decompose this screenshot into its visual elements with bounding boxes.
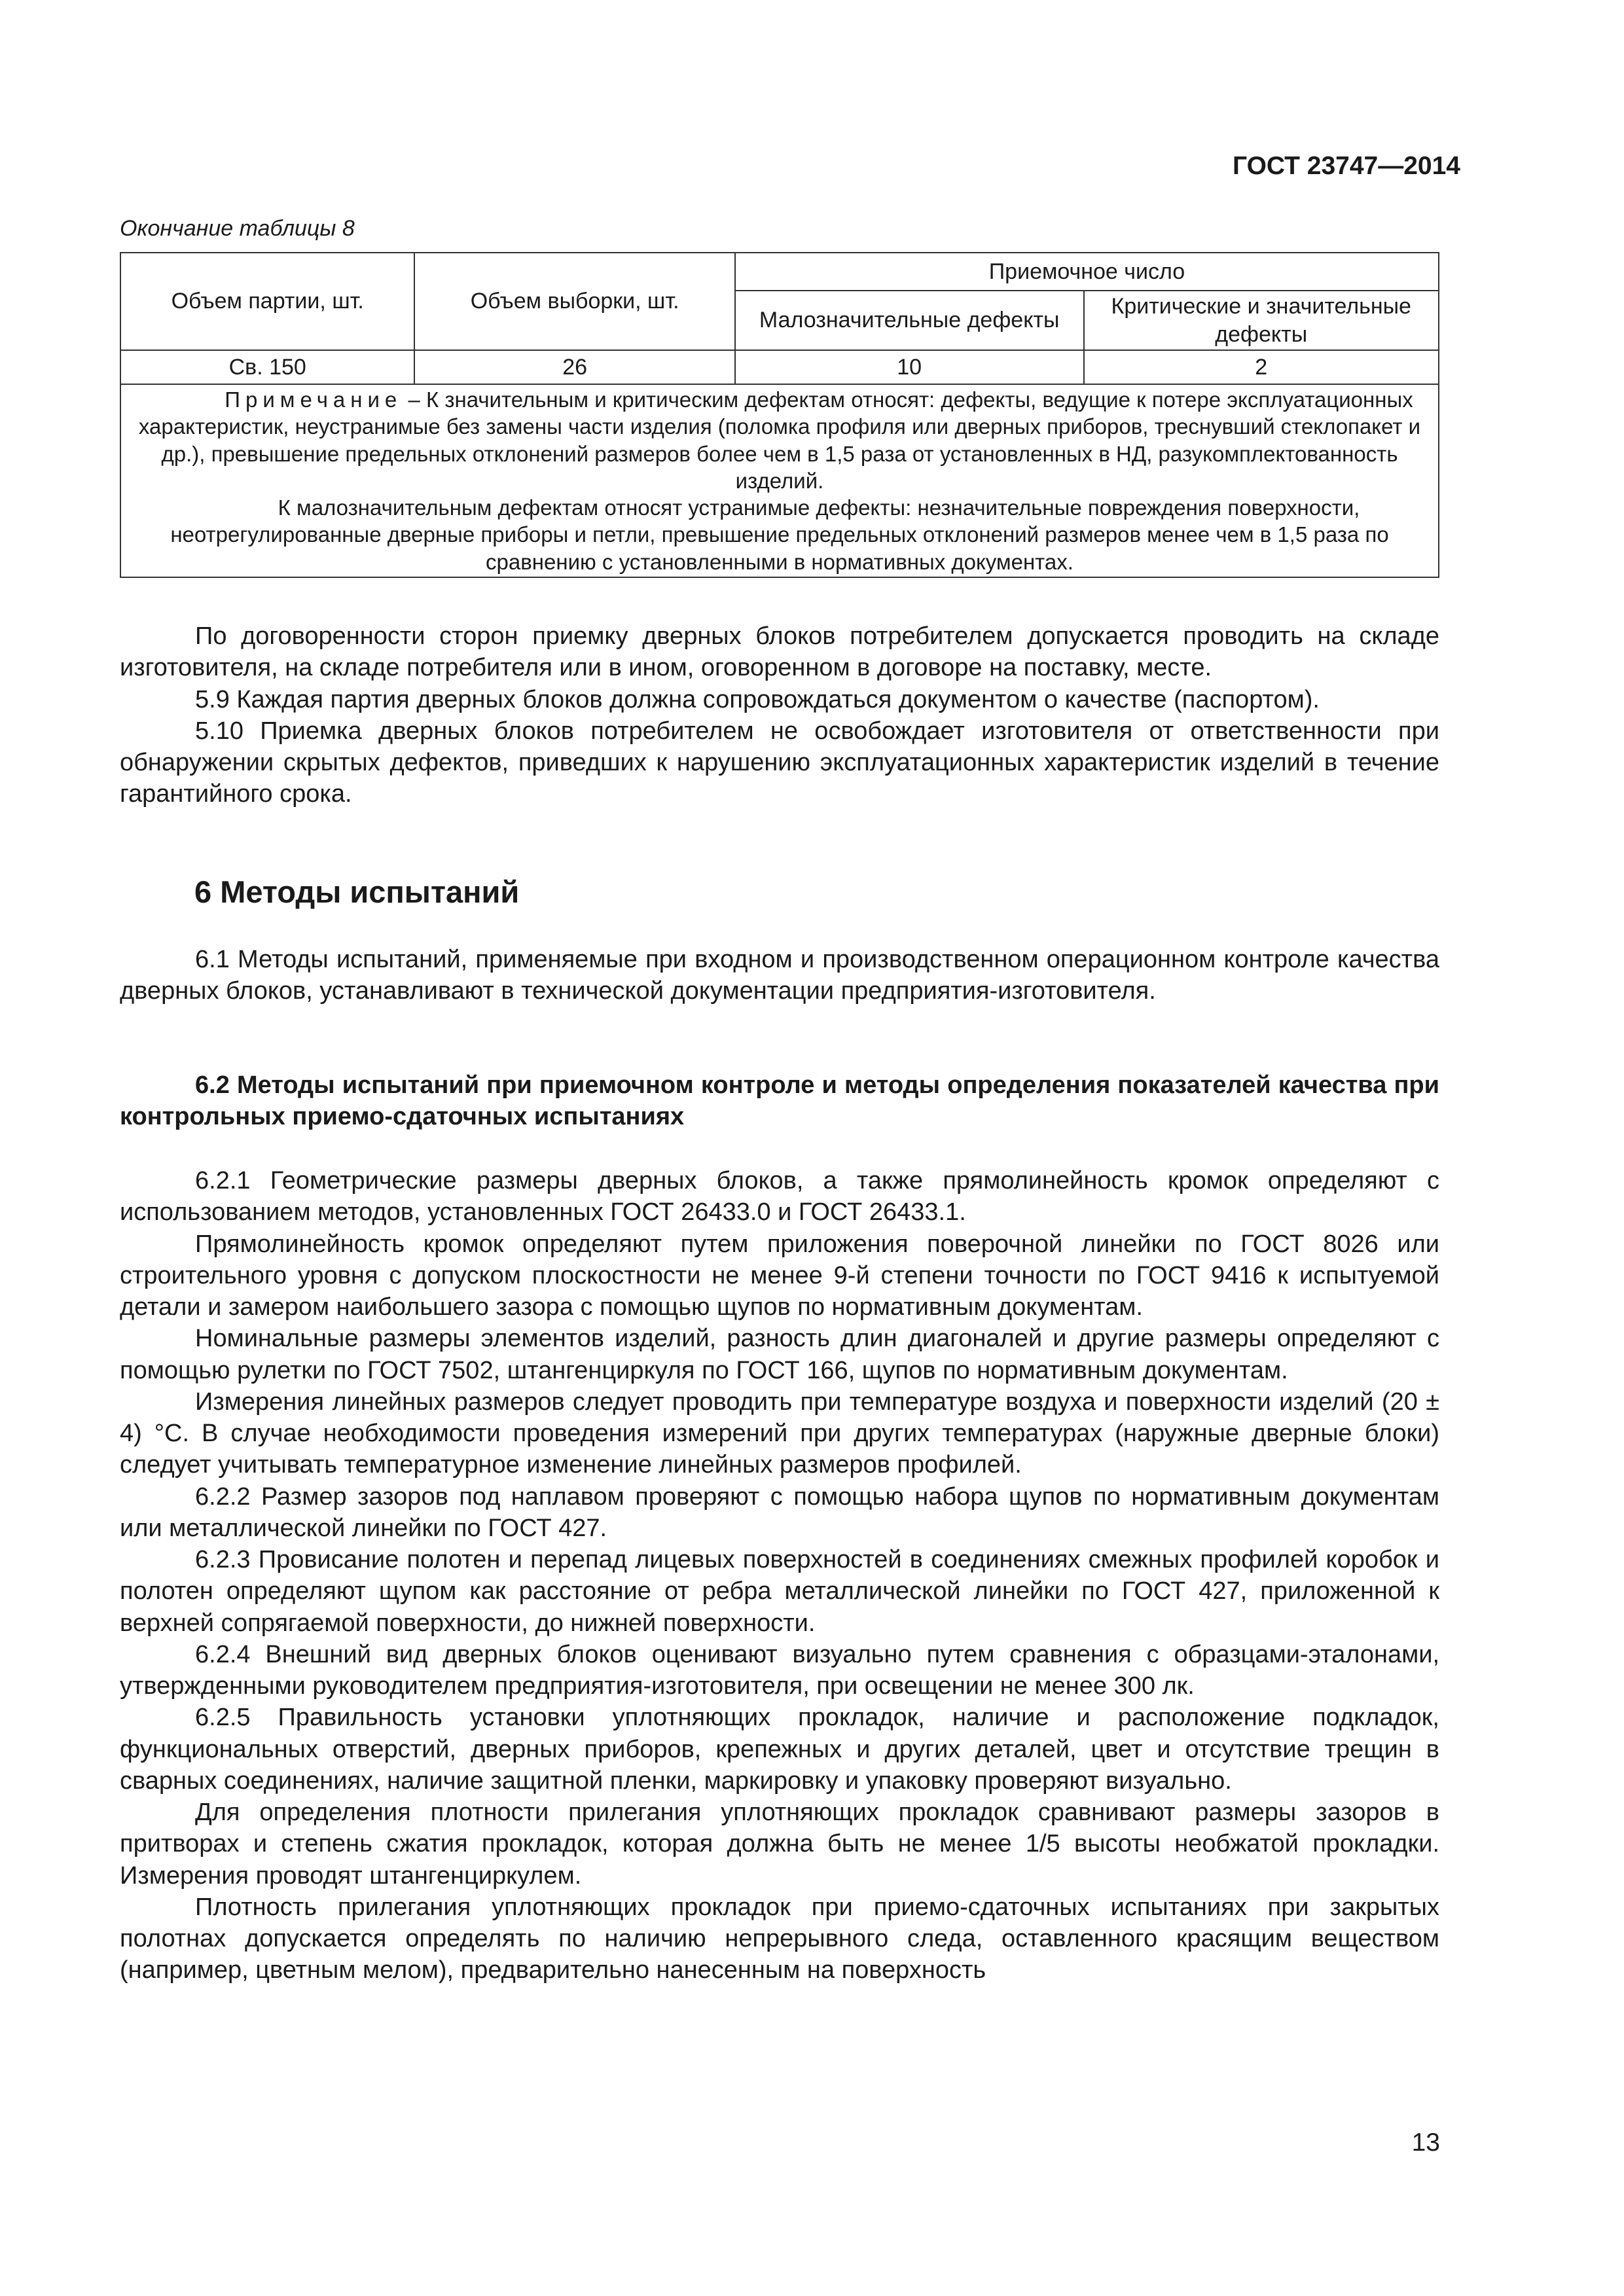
cell-minor: 10: [735, 350, 1084, 384]
text-block-acceptance: [120, 620, 1439, 810]
text-block-6-2: [120, 1165, 1439, 1986]
paragraph: 6.1 Методы испытаний, применяемые при входном и производственном операционном контроле качества дверных блоков, устанавливают в технической документации предприятия-изготовителя.: [120, 946, 1439, 1005]
table-row: [120, 350, 1439, 384]
standard-designation: ГОСТ 23747—2014: [1233, 152, 1460, 180]
paragraph: 5.10 Приемка дверных блоков потребителем не освобождает изготовителя от ответственности при обнаружении скрытых дефектов, приведших к нарушению эксплуатационных характеристик изделий в течение гарантийного срока.: [120, 717, 1439, 808]
paragraph: 6.2.5 Правильность установки уплотняющих прокладок, наличие и расположение подкладок, функциональных отверстий, дверных приборов, крепежных и других деталей, цвет и отсутствие трещин в сварных соединениях, наличие защитной пленки, маркировку и упаковку проверяют визуально.: [120, 1704, 1439, 1795]
paragraph: 5.9 Каждая партия дверных блоков должна сопровождаться документом о качестве (паспортом).: [195, 685, 1320, 713]
paragraph: 6.2.3 Провисание полотен и перепад лицевых поверхностей в соединениях смежных профилей коробок и полотен определяют щупом как расстояние от ребра металлической линейки по ГОСТ 427, приложенной к верхней сопрягаемой поверхности, до нижней поверхности.: [120, 1546, 1439, 1637]
table-note: [120, 384, 1439, 577]
note-text-1: – К значительным и критическим дефектам относят: дефекты, ведущие к потере эксплуатационных характеристик, неустранимые без замены части изделия (поломка профиля или дверных приборов, треснувший стеклопакет и др.), превышение предельных отклонений размеров более чем в 1,5 раза от установленных в НД, разукомплектованность изделий.: [138, 387, 1421, 493]
paragraph: 6.2.1 Геометрические размеры дверных блоков, а также прямолинейность кромок определяют с использованием методов, установленных ГОСТ 26433.0 и ГОСТ 26433.1.: [120, 1167, 1439, 1227]
col-header-acceptance: Приемочное число: [735, 253, 1439, 291]
subsection-heading: 6.2 Методы испытаний при приемочном контроле и методы определения показателей качества при контрольных приемо-сдаточных испытаниях: [120, 1071, 1439, 1131]
paragraph: Номинальные размеры элементов изделий, разность длин диагоналей и другие размеры определяют с помощью рулетки по ГОСТ 7502, штангенциркуля по ГОСТ 166, щупов по нормативным документам.: [120, 1325, 1439, 1384]
table-caption: Окончание таблицы 8: [120, 216, 355, 241]
col-header-minor: Малозначительные дефекты: [735, 291, 1084, 350]
paragraph: Плотность прилегания уплотняющих прокладок при приемо-сдаточных испытаниях при закрытых полотнах допускается определять по наличию непрерывного следа, оставленного красящим веществом (например, цветным мелом), предварительно нанесенным на поверхность: [120, 1893, 1439, 1984]
col-header-critical: Критические и значительные дефекты: [1084, 291, 1439, 350]
cell-critical: 2: [1084, 350, 1439, 384]
paragraph: Прямолинейность кромок определяют путем приложения поверочной линейки по ГОСТ 8026 или строительного уровня с допуском плоскостности не менее 9-й степени точности по ГОСТ 9416 к испытуемой детали и замером наибольшего зазора с помощью щупов по нормативным документам.: [120, 1230, 1439, 1321]
cell-lot: Св. 150: [120, 350, 414, 384]
col-header-sample: Объем выборки, шт.: [414, 253, 734, 350]
paragraph: 6.2.2 Размер зазоров под наплавом проверяют с помощью набора щупов по нормативным документам или металлической линейки по ГОСТ 427.: [120, 1482, 1439, 1542]
paragraph: По договоренности сторон приемку дверных блоков потребителем допускается проводить на складе изготовителя, на складе потребителя или в ином, оговоренном в договоре на поставку, месте.: [120, 622, 1439, 682]
text-block-6-1: [120, 944, 1439, 1007]
col-header-lot: Объем партии, шт.: [120, 253, 414, 350]
table-8: [120, 252, 1439, 578]
cell-sample: 26: [414, 350, 734, 384]
page-number: 13: [1411, 2128, 1440, 2157]
paragraph: Для определения плотности прилегания уплотняющих прокладок сравнивают размеры зазоров в притворах и степень сжатия прокладок, которая должна быть не менее 1/5 высоты необжатой прокладки. Измерения проводят штангенциркулем.: [120, 1799, 1439, 1890]
note-label: Примечание: [225, 387, 403, 412]
paragraph: Измерения линейных размеров следует проводить при температуре воздуха и поверхности изделий (20 ± 4) °С. В случае необходимости проведения измерений при других температурах (наружные дверные блоки) следует учитывать температурное изменение линейных размеров профилей.: [120, 1388, 1439, 1479]
section-title: 6 Методы испытаний: [194, 874, 520, 909]
note-text-2: К малозначительным дефектам относят устранимые дефекты: незначительные повреждения поверхности, неотрегулированные дверные приборы и петли, превышение предельных отклонений размеров менее чем в 1,5 раза по сравнению с установленными в нормативных документах.: [170, 495, 1389, 574]
paragraph: 6.2.4 Внешний вид дверных блоков оценивают визуально путем сравнения с образцами-эталонами, утвержденными руководителем предприятия-изготовителя, при освещении не менее 300 лк.: [120, 1640, 1439, 1700]
